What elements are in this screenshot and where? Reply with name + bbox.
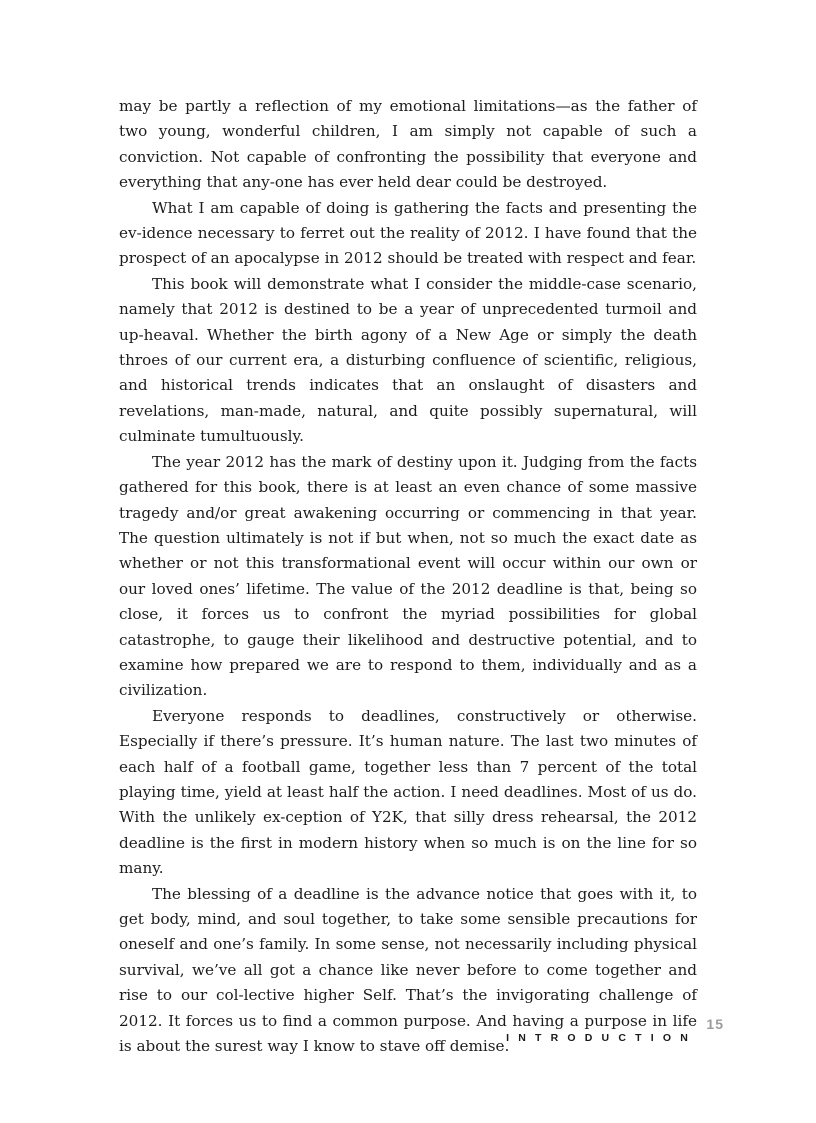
running-head: INTRODUCTION xyxy=(506,1032,697,1044)
page-footer xyxy=(506,1016,730,1056)
body-text xyxy=(119,94,697,1059)
paragraph: What I am capable of doing is gathering the facts and presenting the ev-idence necessary to ferret out the reality of 2012. I have found that the prospect of an apocalypse in 2012 should be treated with respect and fear. xyxy=(119,198,697,268)
paragraph: This book will demonstrate what I consider the middle-case scenario, namely that 2012 is destined to be a year of unprecedented turmoil and up-heaval. Whether the birth agony of a New Age or simply the death throes of our current era, a disturbing confluence of scientific, religious, and historical trends indicates that an onslaught of disasters and revelations, man-made, natural, and quite possibly supernatural, will culminate tumultuously. xyxy=(119,274,697,446)
page-number: 15 xyxy=(706,1016,724,1032)
paragraph: The year 2012 has the mark of destiny upon it. Judging from the facts gathered for this book, there is at least an even chance of some massive tragedy and/or great awakening occurring or commencing in that year. The question ultimately is not if but when, not so much the exact date as whether or not this transformational event will occur within our own or our loved ones’ lifetime. The value of the 2012 deadline is that, being so close, it forces us to confront the myriad possibilities for global catastrophe, to gauge their likelihood and destructive potential, and to examine how prepared we are to respond to them, individually and as a civilization. xyxy=(119,452,697,700)
paragraph: Everyone responds to deadlines, constructively or otherwise. Especially if there’s pressure. It’s human nature. The last two minutes of each half of a football game, together less than 7 percent of the total playing time, yield at least half the action. I need deadlines. Most of us do. With the unlikely ex-ception of Y2K, that silly dress rehearsal, the 2012 deadline is the first in modern history when so much is on the line for so many. xyxy=(119,706,697,878)
paragraph-continuation: may be partly a reflection of my emotional limitations—as the father of two young, wonderful children, I am simply not capable of such a conviction. Not capable of confronting the possibility that everyone and everything that any-one has ever held dear could be destroyed. xyxy=(119,97,697,192)
paragraph: The blessing of a deadline is the advance notice that goes with it, to get body, mind, and soul together, to take some sensible precautions for oneself and one’s family. In some sense, not necessarily including physical survival, we’ve all got a chance like never before to come together and rise to our col-lective higher Self. That’s the invigorating challenge of 2012. It forces us to find a common purpose. And having a purpose in life is about the surest way I know to stave off demise. xyxy=(119,884,697,1056)
